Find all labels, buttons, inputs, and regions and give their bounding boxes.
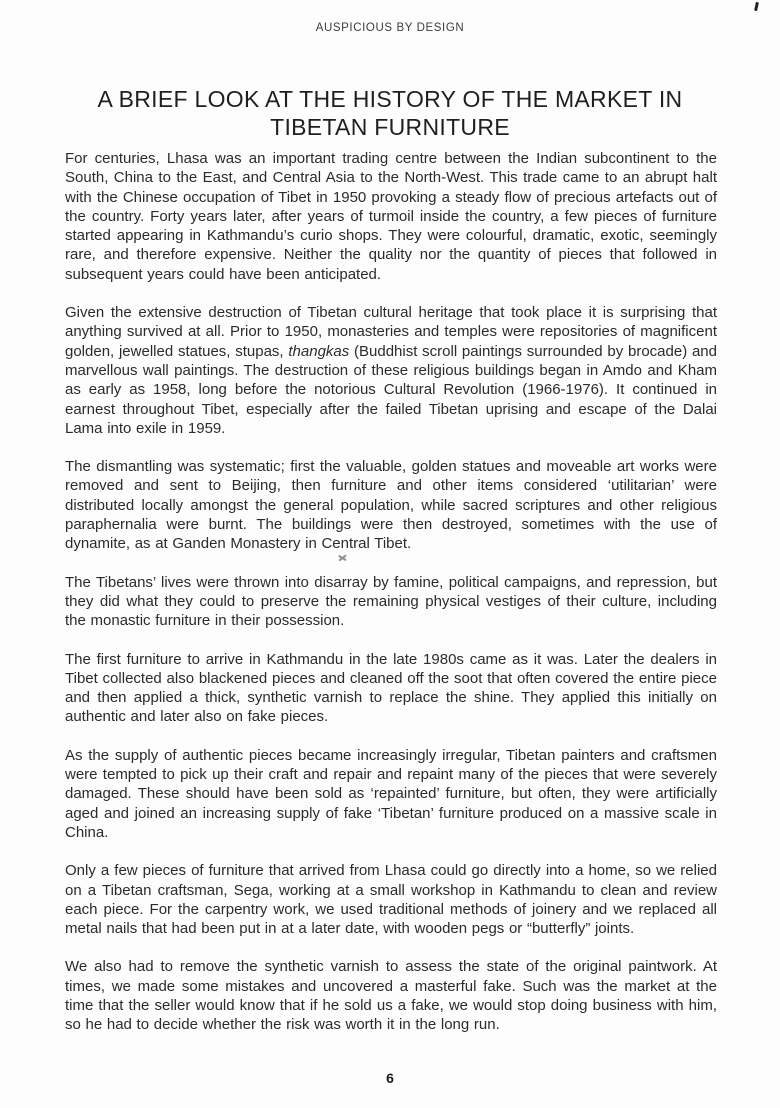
paragraph [65, 573, 717, 631]
scan-artifact-corner-mark [754, 2, 759, 11]
paragraph-text: The first furniture to arrive in Kathmandu in the late 1980s came as it was. Later the dealers in Tibet collected also blackened pieces and cleaned off the soot that often covered the entire piece and then applied a thick, synthetic varnish to replace the shine. They applied this initially on authentic and later also on fake pieces. [65, 650, 717, 726]
page-title-line-2: TIBETAN FURNITURE [270, 114, 510, 140]
paragraph-text: The dismantling was systematic; first the valuable, golden statues and moveable art works were removed and sent to Beijing, then furniture and other items considered ‘utilitarian’ were distributed locally amongst the general population, while sacred scriptures and other religious paraphernalia were burnt. The buildings were then destroyed, sometimes with the use of dynamite, as at Ganden Monastery in Central Tibet. [65, 458, 717, 553]
paragraph [65, 650, 717, 727]
paragraph-text: Given the extensive destruction of Tibetan cultural heritage that took place it is surprising that anything survived at all. Prior to 1950, monasteries and temples were repositories of magnificent golden, jewelled statues, stupas, [65, 304, 717, 360]
paragraph-text: Only a few pieces of furniture that arrived from Lhasa could go directly into a home, so we relied on a Tibetan craftsman, Sega, working at a small workshop in Kathmandu to clean and review each piece. For the carpentry work, we used traditional methods of joinery and we replaced all metal nails that had been put in at a later date, with wooden pegs or “butterfly” joints. [65, 862, 717, 938]
paragraph [65, 303, 717, 438]
paragraph [65, 746, 717, 842]
paragraph [65, 861, 717, 938]
paragraph-text: For centuries, Lhasa was an important trading centre between the Indian subcontinent to the South, China to the East, and Central Asia to the North-West. This trade came to an abrupt halt with the Chinese occupation of Tibet in 1950 provoking a steady flow of precious artefacts out of the country. Forty years later, after years of turmoil inside the country, a few pieces of furniture started appearing in Kathmandu’s curio shops. They were colourful, dramatic, exotic, seemingly rare, and therefore expensive. Neither the quality nor the quantity of pieces that followed in subsequent years could have been anticipated. [65, 150, 717, 283]
running-head: AUSPICIOUS BY DESIGN [315, 22, 465, 34]
scan-artifact-speck [338, 553, 348, 563]
page-title-line-1: A BRIEF LOOK AT THE HISTORY OF THE MARKET IN [97, 86, 683, 112]
page-number: 6 [386, 1070, 394, 1086]
paragraph-text: We also had to remove the synthetic varnish to assess the state of the original paintwork. At times, we made some mistakes and uncovered a masterful fake. Such was the market at the time that the seller would know that if he sold us a fake, we would stop doing business with him, so he had to decide whether the risk was worth it in the long run. [65, 958, 717, 1034]
page-title [0, 85, 780, 141]
paragraph [65, 149, 717, 284]
paragraph-text: The Tibetans’ lives were thrown into disarray by famine, political campaigns, and repression, but they did what they could to preserve the remaining physical vestiges of their culture, including the monastic furniture in their possession. [65, 573, 717, 630]
paragraph [65, 957, 717, 1034]
paragraph-text: (Buddhist scroll paintings surrounded by brocade) and marvellous wall paintings. The destruction of these religious buildings began in Amdo and Kham as early as 1958, long before the notorious Cultural Revolution (1966-1976). It continued in earnest throughout Tibet, especially after the failed Tibetan uprising and escape of the Dalai Lama into exile in 1959. [65, 342, 717, 437]
page-body [65, 149, 717, 1054]
paragraph-text: As the supply of authentic pieces became increasingly irregular, Tibetan painters and craftsmen were tempted to pick up their craft and repair and repaint many of the pieces that were severely damaged. These should have been sold as ‘repainted’ furniture, but often, they were artificially aged and joined an increasing supply of fake ‘Tibetan’ furniture produced on a massive scale in China. [65, 746, 717, 841]
italic-term: thangkas [288, 342, 350, 360]
paragraph [65, 457, 717, 553]
